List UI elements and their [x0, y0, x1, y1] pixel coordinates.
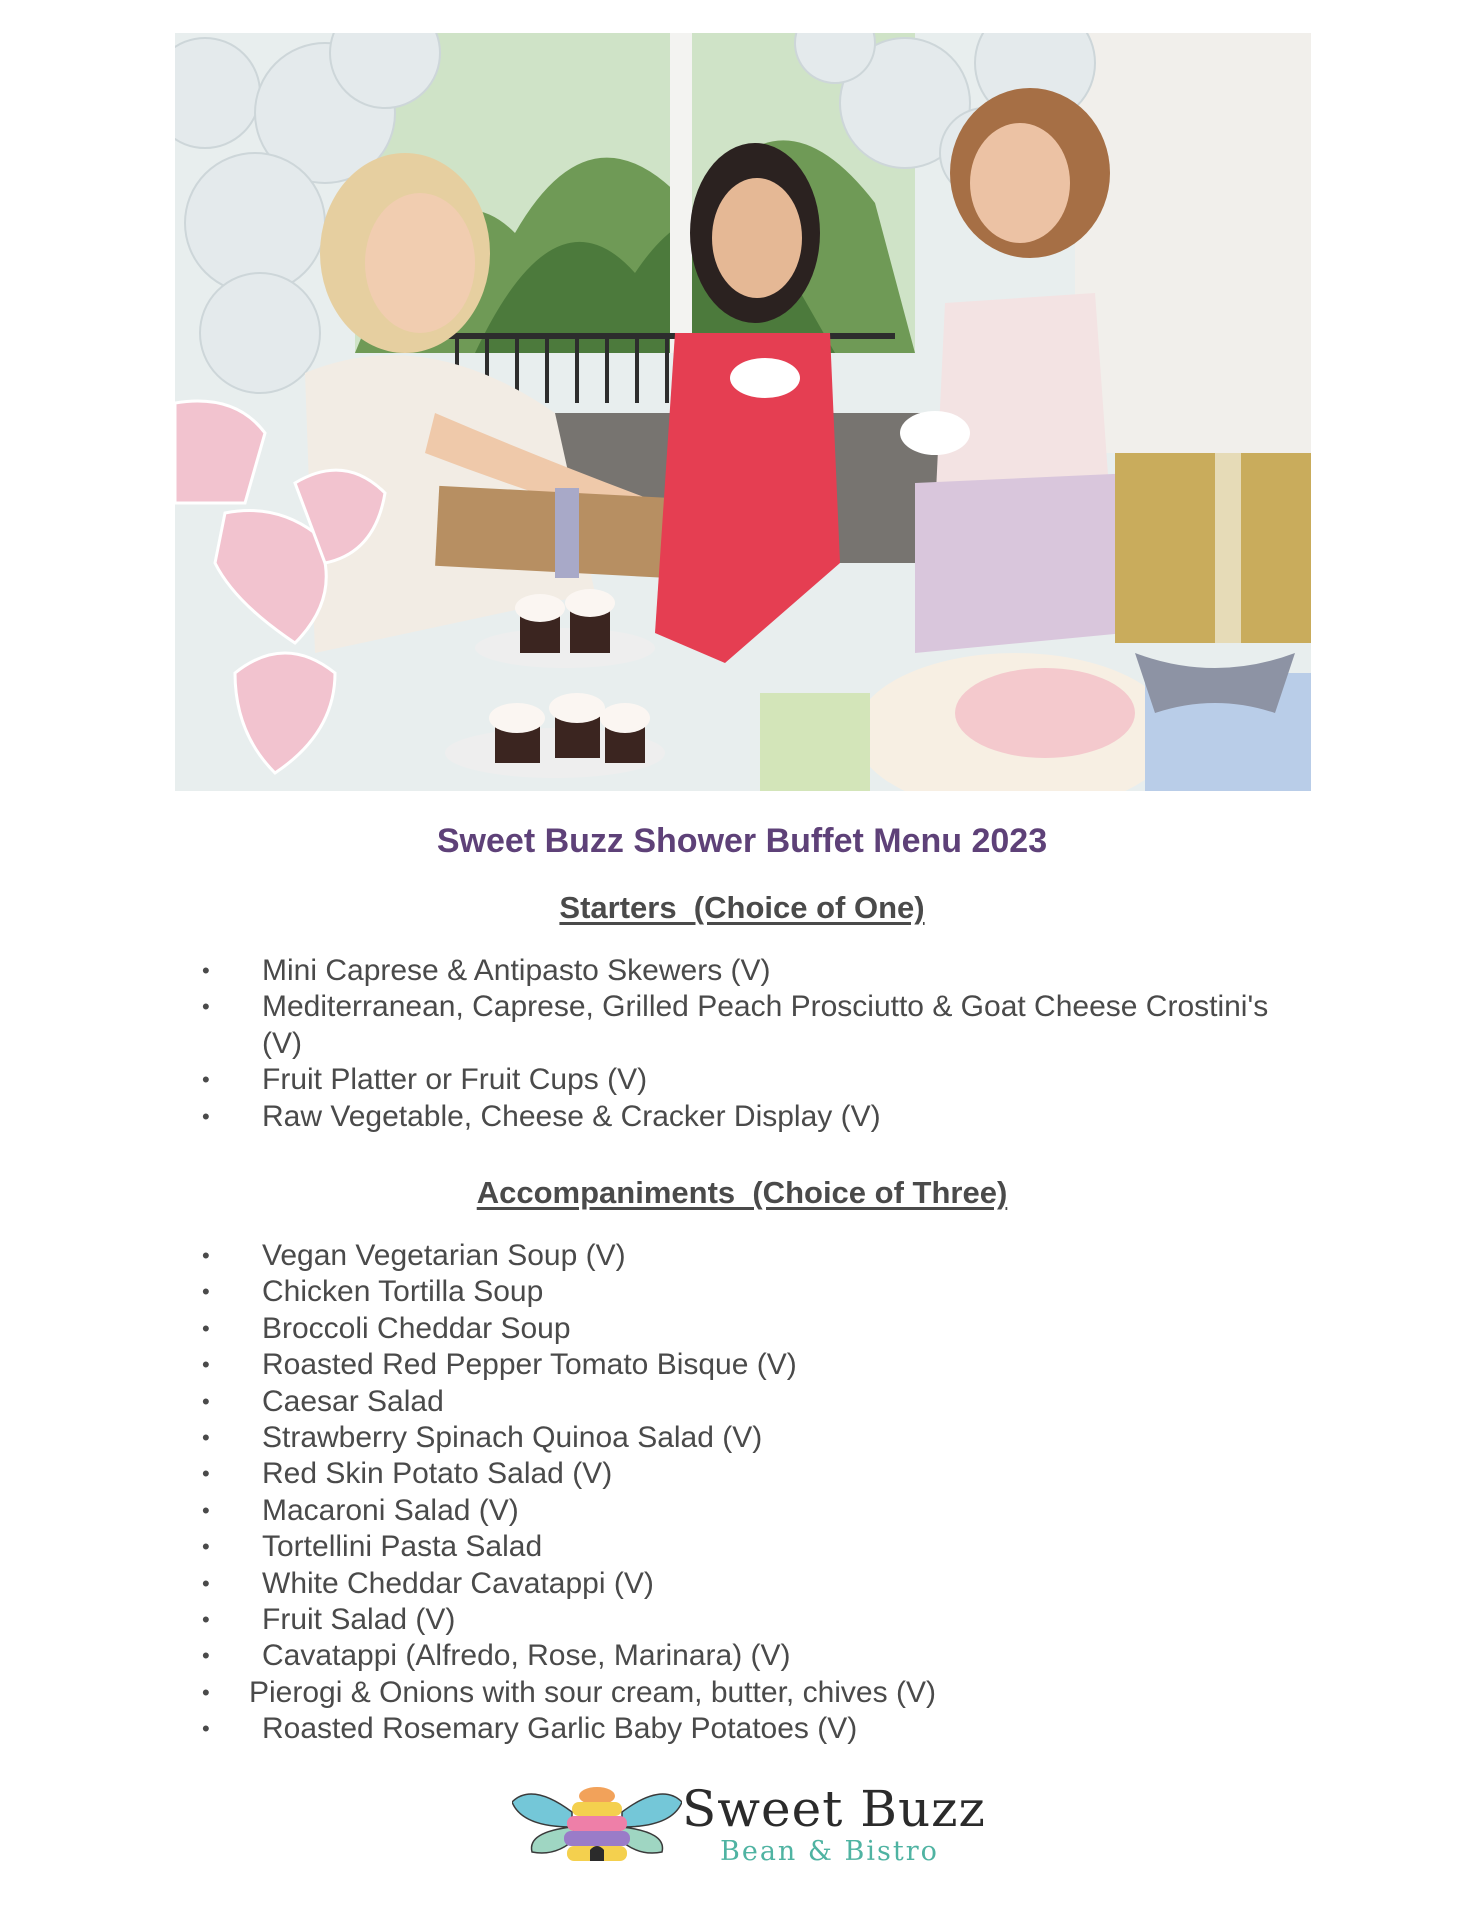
- logo-subtitle-text: Bean & Bistro: [720, 1836, 939, 1867]
- list-item: • Fruit Salad (V): [196, 1602, 1296, 1638]
- bullet-icon: •: [202, 1497, 210, 1523]
- list-item: • Chicken Tortilla Soup: [196, 1274, 1296, 1310]
- logo-brand-text: Sweet Buzz: [682, 1780, 986, 1838]
- bee-hive-icon: [512, 1782, 682, 1872]
- list-item: • Macaroni Salad (V): [196, 1493, 1296, 1529]
- bullet-icon: •: [202, 1461, 210, 1487]
- list-item: • Roasted Rosemary Garlic Baby Potatoes (V): [196, 1711, 1296, 1747]
- list-item: • Mediterranean, Caprese, Grilled Peach Prosciutto & Goat Cheese Crostini's (V): [202, 990, 1269, 1060]
- list-item: • Strawberry Spinach Quinoa Salad (V): [196, 1420, 1296, 1456]
- bullet-icon: •: [202, 1103, 210, 1129]
- bullet-icon: •: [202, 994, 210, 1020]
- accompaniments-list: [196, 1238, 1296, 1748]
- list-item: • White Cheddar Cavatappi (V): [196, 1566, 1296, 1602]
- list-item: • Raw Vegetable, Cheese & Cracker Display (V): [196, 1099, 1296, 1135]
- menu-title: Sweet Buzz Shower Buffet Menu 2023: [436, 822, 1048, 860]
- bullet-icon: •: [202, 1716, 210, 1742]
- list-item: • Broccoli Cheddar Soup: [196, 1311, 1296, 1347]
- bullet-icon: •: [202, 1679, 210, 1705]
- list-item: • Caesar Salad: [196, 1384, 1296, 1420]
- bullet-icon: •: [202, 1570, 210, 1596]
- bullet-icon: •: [202, 1534, 210, 1560]
- list-item: • Mini Caprese & Antipasto Skewers (V): [196, 953, 1296, 989]
- bullet-icon: •: [202, 1243, 210, 1268]
- bullet-icon: •: [202, 1315, 210, 1341]
- bullet-icon: •: [202, 1352, 210, 1378]
- list-item: • Roasted Red Pepper Tomato Bisque (V): [196, 1347, 1296, 1383]
- bullet-icon: •: [202, 1425, 210, 1451]
- baby-shower-photo: [175, 33, 1311, 791]
- bullet-icon: •: [202, 1607, 210, 1633]
- list-item: • Fruit Platter or Fruit Cups (V): [196, 1062, 1296, 1098]
- list-item: • Cavatappi (Alfredo, Rose, Marinara) (V): [196, 1638, 1296, 1674]
- list-item: • Tortellini Pasta Salad: [196, 1529, 1296, 1565]
- list-item: • Vegan Vegetarian Soup (V): [196, 1238, 1296, 1274]
- list-item: • Pierogi & Onions with sour cream, butter, chives (V): [196, 1675, 1296, 1711]
- bullet-icon: •: [202, 1279, 210, 1305]
- bullet-icon: •: [202, 1643, 210, 1669]
- sweet-buzz-logo: [512, 1780, 986, 1872]
- bullet-icon: •: [202, 958, 210, 983]
- starters-list: [196, 953, 1296, 1135]
- accompaniments-heading: Accompaniments (Choice of Three): [476, 1175, 1008, 1210]
- hero-photo: [175, 33, 1311, 791]
- bullet-icon: •: [202, 1388, 210, 1414]
- starters-heading: Starters (Choice of One): [559, 890, 925, 925]
- bullet-icon: •: [202, 1067, 210, 1093]
- list-item: • Red Skin Potato Salad (V): [196, 1456, 1296, 1492]
